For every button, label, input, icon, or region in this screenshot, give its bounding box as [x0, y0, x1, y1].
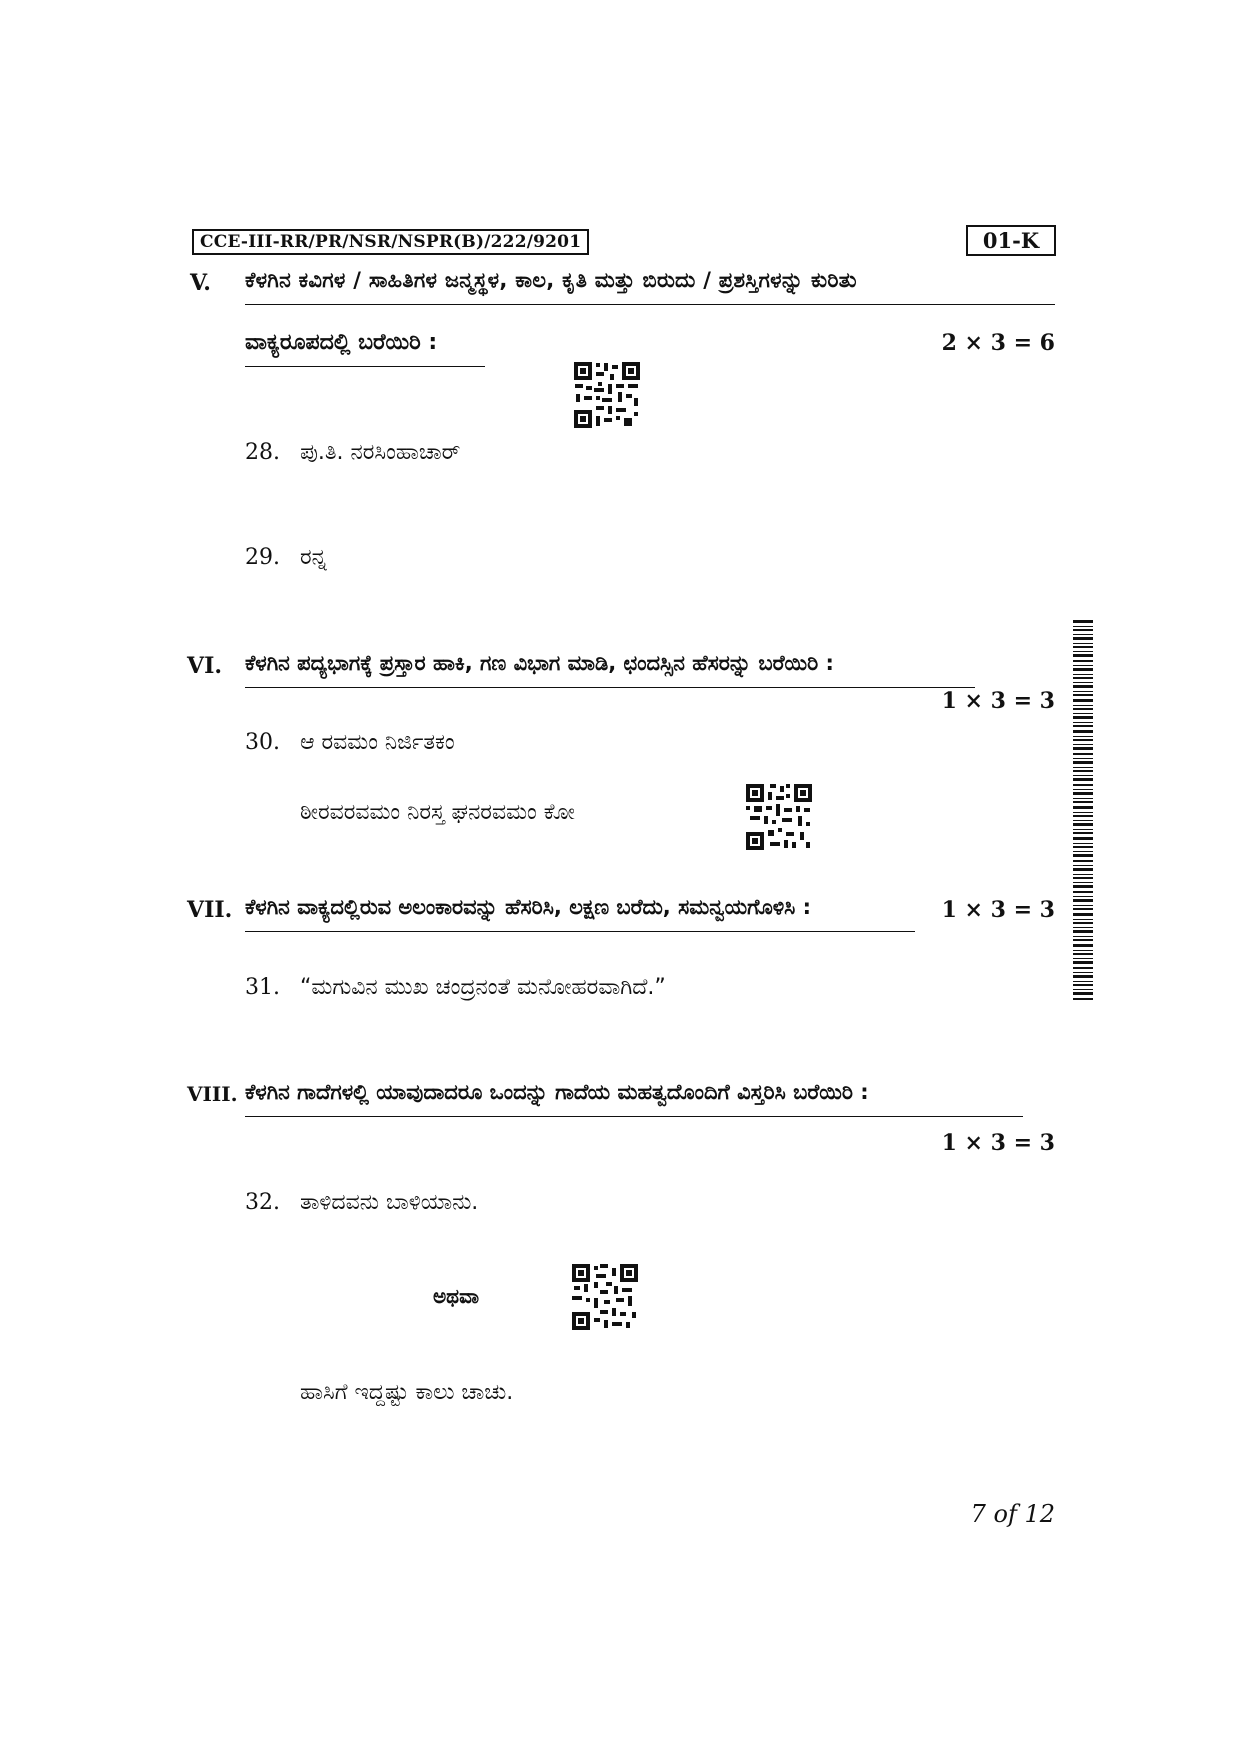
question-28-number: 28. [245, 440, 280, 465]
section-v-marks: 2 × 3 = 6 [941, 330, 1055, 356]
qr-code-icon [570, 1262, 640, 1332]
section-vii-underline [245, 931, 915, 932]
page-code: 01-K [966, 225, 1056, 256]
question-32-text: ತಾಳಿದವನು ಬಾಳಿಯಾನು. [300, 1190, 479, 1215]
question-30-number: 30. [245, 730, 280, 755]
question-32-alternative: ಹಾಸಿಗೆ ಇದ್ದಷ್ಟು ಕಾಲು ಚಾಚು. [300, 1380, 514, 1405]
question-29-number: 29. [245, 545, 280, 570]
section-viii-heading: ಕೆಳಗಿನ ಗಾದೆಗಳಲ್ಲಿ ಯಾವುದಾದರೂ ಒಂದನ್ನು ಗಾದೆಯ ಮಹತ್ವದೊಂದಿಗೆ ವಿಸ್ತರಿಸಿ ಬರೆಯಿರಿ : [245, 1080, 869, 1104]
question-32-number: 32. [245, 1190, 280, 1215]
section-vi-marks: 1 × 3 = 3 [941, 688, 1055, 714]
section-vi-underline [245, 687, 975, 688]
section-vii-heading: ಕೆಳಗಿನ ವಾಕ್ಯದಲ್ಲಿರುವ ಅಲಂಕಾರವನ್ನು ಹೆಸರಿಸಿ, ಲಕ್ಷಣ ಬರೆದು, ಸಮನ್ವಯಗೊಳಿಸಿ : [245, 895, 812, 919]
section-viii-marks: 1 × 3 = 3 [941, 1130, 1055, 1156]
barcode-icon [1073, 620, 1093, 1000]
or-label: ಅಥವಾ [433, 1284, 479, 1308]
question-30-line1: ಆ ರವಮಂ ನಿರ್ಜಿತಕಂ [300, 730, 455, 755]
section-vi-number: VI. [187, 653, 223, 679]
question-31-number: 31. [245, 975, 280, 1000]
question-31-text: “ಮಗುವಿನ ಮುಖ ಚಂದ್ರನಂತೆ ಮನೋಹರವಾಗಿದೆ.” [300, 975, 666, 1000]
question-29-text: ರನ್ನ [300, 545, 327, 570]
section-vi-heading: ಕೆಳಗಿನ ಪದ್ಯಭಾಗಕ್ಕೆ ಪ್ರಸ್ತಾರ ಹಾಕಿ, ಗಣ ವಿಭಾಗ ಮಾಡಿ, ಛಂದಸ್ಸಿನ ಹೆಸರನ್ನು ಬರೆಯಿರಿ : [245, 651, 834, 675]
qr-code-icon [744, 782, 814, 852]
section-viii-underline [245, 1116, 1023, 1117]
section-v-underline2 [245, 366, 485, 367]
section-v-heading-line2: ವಾಕ್ಯರೂಪದಲ್ಲಿ ಬರೆಯಿರಿ : [245, 330, 438, 355]
section-vii-number: VII. [187, 897, 233, 923]
section-v-number: V. [190, 270, 211, 296]
paper-code: CCE-III-RR/PR/NSR/NSPR(B)/222/9201 [192, 229, 589, 255]
question-28-text: ಪು.ತಿ. ನರಸಿಂಹಾಚಾರ್ [300, 440, 461, 465]
section-v-underline1 [245, 304, 1055, 305]
section-vii-marks: 1 × 3 = 3 [941, 897, 1055, 923]
section-v-heading-line1: ಕೆಳಗಿನ ಕವಿಗಳ / ಸಾಹಿತಿಗಳ ಜನ್ಮಸ್ಥಳ, ಕಾಲ, ಕೃತಿ ಮತ್ತು ಬಿರುದು / ಪ್ರಶಸ್ತಿಗಳನ್ನು ಕುರಿತು [245, 268, 857, 292]
question-30-line2: ಠೀರವರವಮಂ ನಿರಸ್ತ ಘನರವಮಂ ಕೋ [300, 800, 575, 825]
qr-code-icon [572, 360, 642, 430]
section-viii-number: VIII. [187, 1082, 238, 1106]
page-folio: 7 of 12 [970, 1500, 1055, 1528]
